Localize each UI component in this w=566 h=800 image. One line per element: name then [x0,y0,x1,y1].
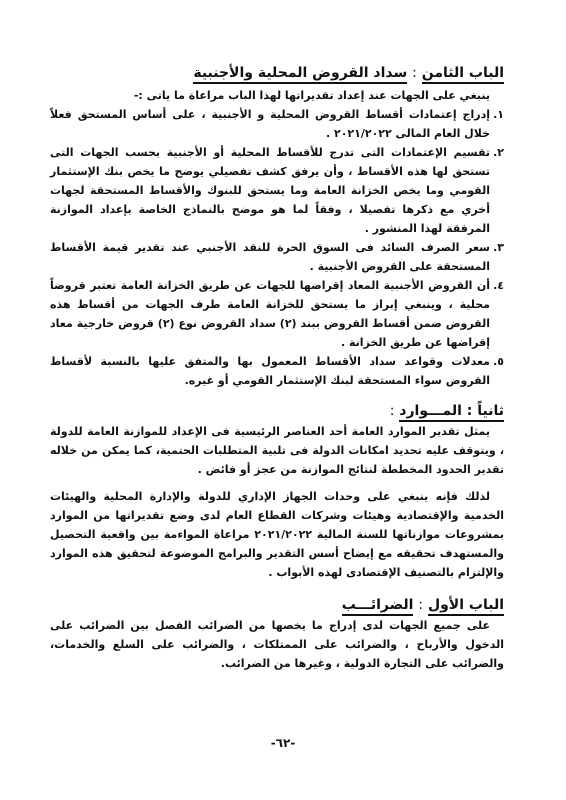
resources-heading-separator: : [389,403,395,419]
list-item-number: ٢. [493,146,504,159]
section1-paragraph: على جميع الجهات لدى إدراج ما يخصها من الضرائب الفصل بين الضرائب على الدخول والأرباح ، والضرائب على الممتلكات ، والضرائب على السلع والخدمات، والضرائب على التجارة الدولية ، وغيرها من الضرائب. [50,619,504,670]
section1-heading-title: الضرائـــب [342,597,414,616]
list-item-number: ٣. [493,241,504,254]
resources-heading-title: ثانياً : المـــوارد [399,403,504,422]
resources-paragraph-2: لذلك فإنه ينبغي على وحدات الجهاز الإداري للدولة والإدارة المحلية والهيئات الخدمية والإقتصادية وهيئات وشركات القطاع العام لدى وضع تقديراتها من الموارد بمشروعات موازناتها للسنة المالية ٢٠٢١/٢٠٢٢ مراعاة المواءمة بين واقعية التحصيل والمستهدف تحقيقه مع إيضاح أسس التقدير والبرامج الموضوعة لتحقيق هذه الموارد والإلتزام بالتصنيف الإقتصادى لهذه الأبواب . [50,490,504,579]
page-number: -٦٢- [270,736,296,750]
resources-heading [50,400,504,422]
section8-heading-title: سداد القروض المحلية والأجنبية [193,65,407,84]
section1-heading-separator: : [418,597,424,613]
list-item-number: ١. [493,108,504,121]
section1-heading [50,594,504,616]
section8-heading-separator: : [412,65,417,81]
list-item [50,238,504,276]
list-item-text: معدلات وقواعد سداد الأقساط المعمول بها والمتفق عليها بالنسبة لأقساط القروض سواء المستحقة لبنك الإستثمار القومي أو غيره. [50,355,490,387]
list-item-text: سعر الصرف السائد فى السوق الحرة للنقد الأجنبي عند تقدير قيمة الأقساط المستحقة على القروض الأجنبية . [50,241,490,273]
section8-list [50,105,504,390]
section8-intro: ينبغي على الجهات عند إعداد تقديراتها لهذا الباب مراعاة ما ياتى :- [133,89,490,102]
section1-heading-prefix: الباب الأول [428,597,504,616]
list-item-text: تقسيم الإعتمادات التى تدرج للأقساط المحلية أو الأجنبية بحسب الجهات التى تستحق لها هذه الأقساط ، وأن يرفق كشف تفصيلي يوضح ما يخص بنك الإستثمار القومي وما يخص الخزانة العامة وما يستحق للبنوك والأقساط المستحقة لجهات أخري مع ذكرها تفصيلا ، وفقاً لما هو موضح بالنماذج الخاصة بإعداد الموازنة المرفقة لهذا المنشور . [50,146,490,235]
list-item-text: أن القروض الأجنبية المعاد إقراضها للجهات عن طريق الخزانة العامة تعتبر قروضاً محلية ، وينبغي إبراز ما يستحق للخزانة العامة طرف الجهات من أقساط هذه القروض ضمن أقساط القروض ببند (٢) سداد القروض نوع (٢) قروض خارجية معاد إقراضها عن طريق الخزانة . [50,279,490,349]
list-item [50,143,504,238]
resources-paragraph-1: يمثل تقدير الموارد العامة أحد العناصر الرئيسية فى الإعداد للموازنة العامة للدولة ، ويتوقف عليه تحديد امكانات الدولة فى تلبية المتطلبات الحتمية، كما يمكن من خلاله تقدير الحدود المخططة لنتائج الموازنة من عجز أو فائض . [50,425,504,476]
list-item-text: إدراج إعتمادات أقساط القروض المحلية و الأجنبية ، على أساس المستحق فعلاً خلال العام المالى ٢٠٢١/٢٠٢٢ . [50,108,490,140]
section8-heading [50,62,504,84]
section8-heading-prefix: الباب الثامن [422,65,504,84]
list-item-number: ٥. [493,355,504,368]
list-item [50,276,504,352]
list-item-number: ٤. [493,279,504,292]
list-item [50,352,504,390]
list-item [50,105,504,143]
